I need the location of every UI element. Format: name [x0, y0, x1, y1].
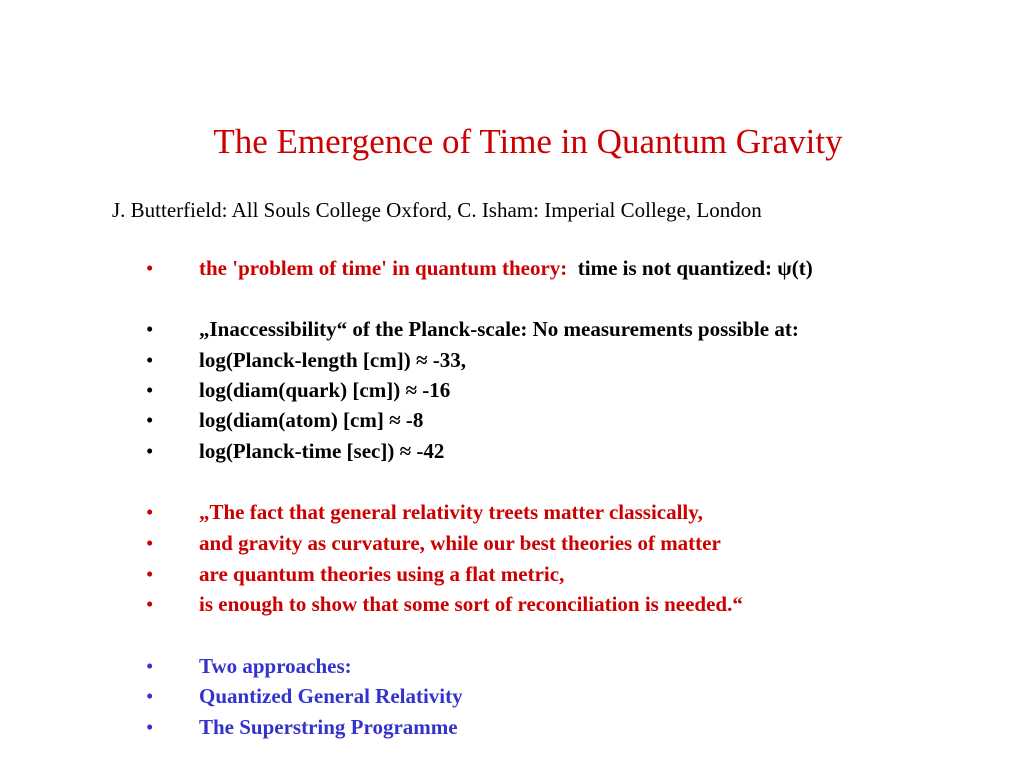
bullet-dot: •	[146, 408, 154, 432]
bullet-dot: •	[146, 592, 154, 616]
bullet-dot: •	[146, 654, 154, 678]
bullet-dot: •	[146, 439, 154, 463]
bullet-text-red: the 'problem of time' in quantum theory:	[199, 256, 568, 280]
bullet-dot: •	[146, 531, 154, 555]
bullet-dot: •	[146, 715, 154, 739]
bullet-dot: •	[146, 378, 154, 402]
slide-authors: J. Butterfield: All Souls College Oxford, C. Isham: Imperial College, London	[112, 198, 762, 222]
bullet-dot: •	[146, 256, 154, 280]
bullet-dot: •	[146, 684, 154, 708]
bullet-dot: •	[146, 562, 154, 586]
bullet-text: are quantum theories using a flat metric,	[199, 562, 565, 586]
bullet-text: log(Planck-time [sec]) ≈ -42	[199, 439, 445, 463]
bullet-text: log(diam(quark) [cm]) ≈ -16	[199, 378, 451, 402]
bullet-text	[199, 253, 813, 283]
bullet-dot: •	[146, 348, 154, 372]
bullet-text: „The fact that general relativity treets matter classically,	[199, 500, 703, 524]
bullet-text: log(Planck-length [cm]) ≈ -33,	[199, 348, 466, 372]
bullet-text: Quantized General Relativity	[199, 684, 463, 708]
bullet-text: Two approaches:	[199, 654, 352, 678]
slide-title: The Emergence of Time in Quantum Gravity	[213, 122, 843, 161]
bullet-text: The Superstring Programme	[199, 715, 458, 739]
bullet-text: „Inaccessibility“ of the Planck-scale: No measurements possible at:	[199, 317, 799, 341]
bullet-text-black: time is not quantized: ψ(t)	[577, 256, 813, 280]
bullet-dot: •	[146, 317, 154, 341]
bullet-dot: •	[146, 500, 154, 524]
bullet-text: is enough to show that some sort of reconciliation is needed.“	[199, 592, 743, 616]
bullet-text: and gravity as curvature, while our best theories of matter	[199, 531, 721, 555]
bullet-text: log(diam(atom) [cm] ≈ -8	[199, 408, 424, 432]
